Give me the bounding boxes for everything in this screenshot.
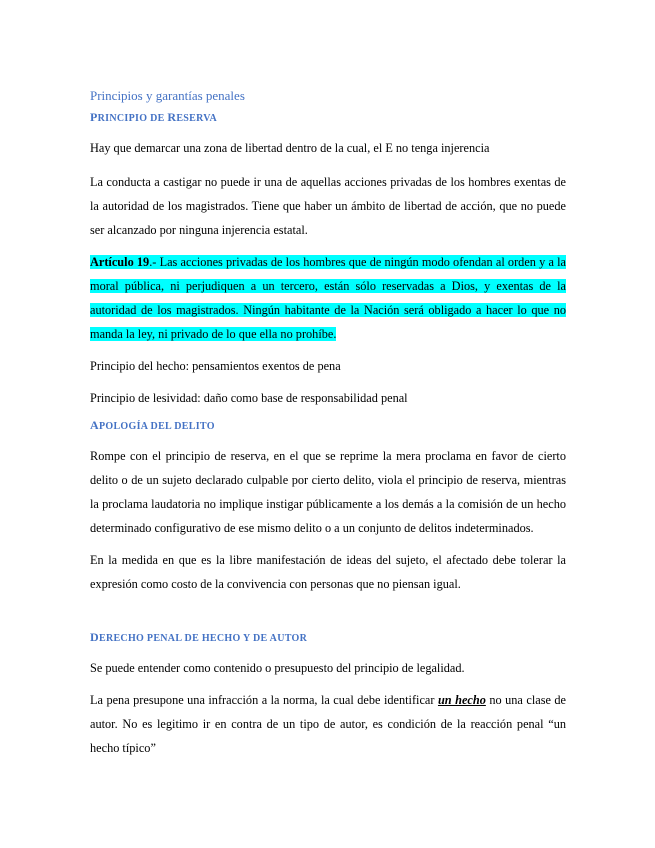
text-run: no una clase de autor. No es legitimo ir en contra de un tipo de autor, es condición de la reacción penal “un hecho típico” [90,693,567,755]
paragraph: Principio de lesividad: daño como base de responsabilidad penal [90,391,408,405]
document-page [90,88,566,760]
paragraph: Rompe con el principio de reserva, en el que se reprime la mera proclama en favor de cierto delito o de un sujeto declarado culpable por cierto delito, viola el principio de reserva, mientras la proclama laudatoria no implique instigar públicamente a los demás a la comisión de un hecho determinado configurativo de ese mismo delito o a un conjunto de delitos indeterminados. [90,449,566,535]
heading-cap: A [90,418,99,432]
emphasized-text: un hecho [437,693,486,707]
document-title: Principios y garantías penales [90,88,245,103]
heading-rest: RINCIPIO DE [97,113,168,124]
heading-rest: POLOGÍA DEL DELITO [98,421,215,432]
article-text: .- Las acciones privadas de los hombres que de ningún modo ofendan al orden y a la moral pública, ni perjudiquen a un tercero, están sólo reservadas a Dios, y exentas de la autoridad de los magistrados. Ningún habitante de la Nación será obligado a hacer lo que no manda la ley, ni privado de lo que ella no prohíbe. [90,255,566,341]
heading-cap: R [167,110,177,124]
paragraph: En la medida en que es la libre manifestación de ideas del sujeto, el afectado debe tolerar la expresión como costo de la convivencia con personas que no piensan igual. [90,553,566,591]
highlighted-article-paragraph [90,250,566,346]
paragraph [90,688,566,760]
paragraph: Se puede entender como contenido o presupuesto del principio de legalidad. [90,661,465,675]
heading-cap: D [90,630,99,644]
section-heading-derecho-penal [90,630,566,646]
heading-rest: ERECHO PENAL DE HECHO Y DE AUTOR [98,633,308,644]
paragraph: Principio del hecho: pensamientos exentos de pena [90,359,341,373]
section-heading-principio-reserva [90,110,566,126]
paragraph: Hay que demarcar una zona de libertad dentro de la cual, el E no tenga injerencia [90,141,490,155]
text-run: La pena presupone una infracción a la norma, la cual debe identificar [90,693,438,707]
section-heading-apologia-delito [90,418,566,434]
heading-rest: ESERVA [176,113,218,124]
heading-cap: P [90,110,98,124]
paragraph: La conducta a castigar no puede ir una de aquellas acciones privadas de los hombres exentas de la autoridad de los magistrados. Tiene que haber un ámbito de libertad de acción, que no puede ser alcanzado por ninguna injerencia estatal. [90,175,566,237]
article-label: Artículo 19 [90,255,150,269]
